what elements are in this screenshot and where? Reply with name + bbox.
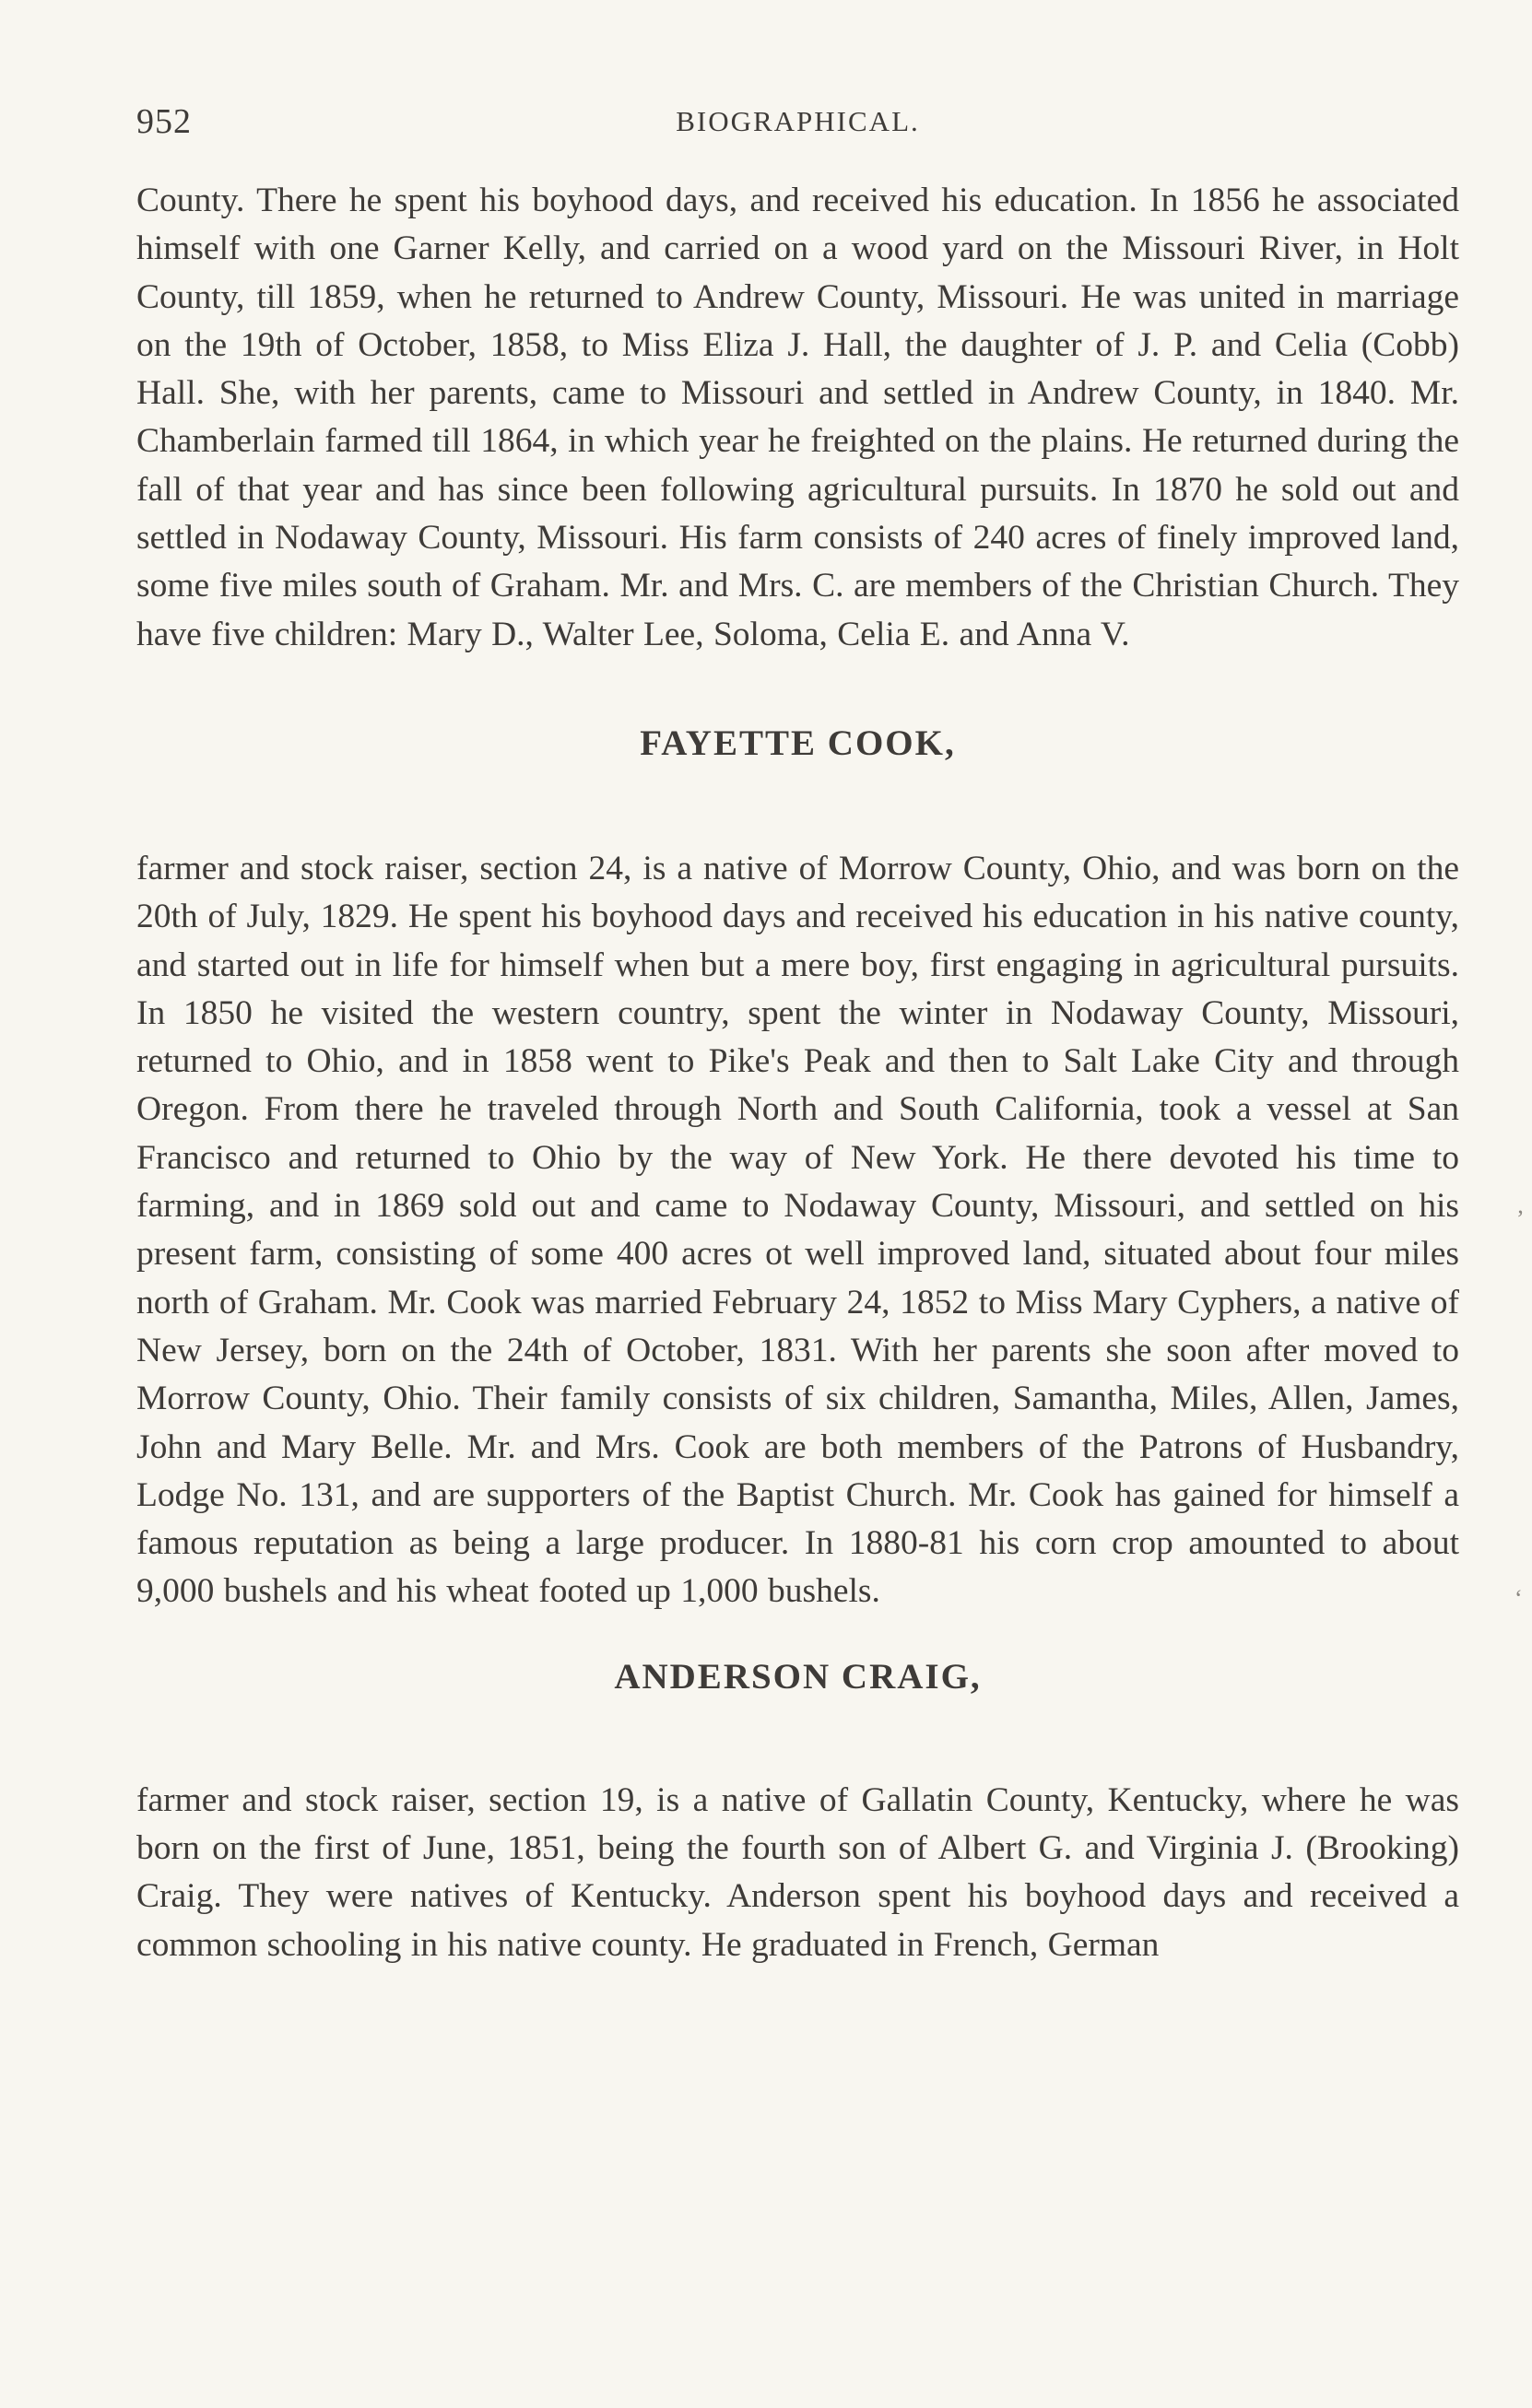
entry-heading-anderson-craig: ANDERSON CRAIG, (614, 1656, 982, 1697)
margin-speck: ‘ (1514, 1585, 1523, 1612)
page-header (136, 101, 1459, 157)
fayette-cook-paragraph: farmer and stock raiser, section 24, is a native of Morrow County, Ohio, and was born on the 20th of July, 1829. He spent his boyhood days and received his education in his native county, and started out in life for himself when but a mere boy, first engaging in agricultural pursuits. In 1850 he visited the western country, spent the winter in Nodaway County, Missouri, returned to Ohio, and in 1858 went to Pike's Peak and then to Salt Lake City and through Oregon. From there he traveled through North and South California, took a vessel at San Francisco and returned to Ohio by the way of New York. He there devoted his time to farming, and in 1869 sold out and came to Nodaway County, Missouri, and settled on his present farm, consisting of some 400 acres ot well improved land, situated about four miles north of Graham. Mr. Cook was married February 24, 1852 to Miss Mary Cyphers, a native of New Jersey, born on the 24th of October, 1831. With her parents she soon after moved to Morrow County, Ohio. Their family consists of six children, Samantha, Miles, Allen, James, John and Mary Belle. Mr. and Mrs. Cook are both members of the Patrons of Husbandry, Lodge No. 131, and are supporters of the Baptist Church. Mr. Cook has gained for himself a famous reputation as being a large producer. In 1880-81 his corn crop amounted to about 9,000 bushels and his wheat footed up 1,000 bushels. (136, 849, 1459, 1611)
chamberlain-continuation-paragraph: County. There he spent his boyhood days, and received his education. In 1856 he associated himself with one Garner Kelly, and carried on a wood yard on the Missouri River, in Holt County, till 1859, when he returned to Andrew County, Missouri. He was united in marriage on the 19th of October, 1858, to Miss Eliza J. Hall, the daughter of J. P. and Celia (Cobb) Hall. She, with her parents, came to Missouri and settled in Andrew County, in 1840. Mr. Chamberlain farmed till 1864, in which year he freighted on the plains. He returned during the fall of that year and has since been following agricultural pursuits. In 1870 he sold out and settled in Nodaway County, Missouri. His farm consists of 240 acres of finely improved land, some five miles south of Graham. Mr. and Mrs. C. are members of the Christian Church. They have five children: Mary D., Walter Lee, Soloma, Celia E. and Anna V. (136, 182, 1459, 653)
running-title: BIOGRAPHICAL. (676, 105, 920, 137)
page-body (136, 177, 1459, 1969)
entry-heading-fayette-cook: FAYETTE COOK, (640, 722, 956, 763)
margin-speck: ’ (1516, 1205, 1525, 1232)
anderson-craig-paragraph: farmer and stock raiser, section 19, is a native of Gallatin County, Kentucky, where he was born on the first of June, 1851, being the fourth son of Albert G. and Virginia J. (Brooking) Craig. They were natives of Kentucky. Anderson spent his boyhood days and received a common schooling in his native county. He graduated in French, German (136, 1780, 1459, 1964)
page-number: 952 (136, 102, 192, 141)
